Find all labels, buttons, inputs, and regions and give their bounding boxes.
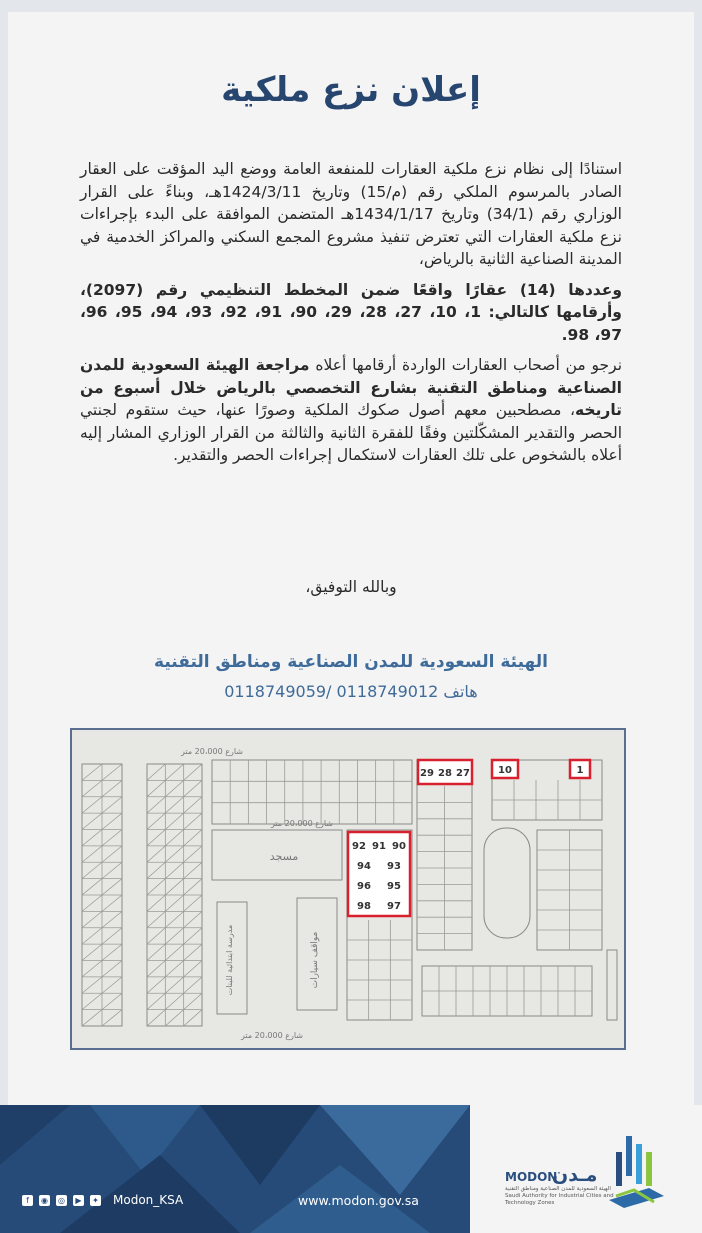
page-title: إعلان نزع ملكية	[221, 70, 481, 110]
paragraph-3-bold: مراجعة الهيئة السعودية للمدن الصناعية ومناطق التقنية بشارع التخصصي بالرياض خلال أسبوع من تاريخه	[80, 356, 622, 419]
plot-diagonal-line	[165, 830, 183, 846]
plot-diagonal-line	[102, 846, 122, 862]
plot-diagonal-line	[165, 911, 183, 927]
plot-diagonal-line	[165, 928, 183, 944]
plot-diagonal-line	[82, 961, 102, 977]
plot-97: 97	[387, 901, 401, 912]
paragraph-3	[80, 354, 622, 467]
footer-pattern	[0, 1105, 470, 1233]
website-link[interactable]: www.modon.gov.sa	[298, 1193, 419, 1208]
plot-diagonal-line	[102, 961, 122, 977]
modon-brand-ar: مـدن	[552, 1164, 598, 1186]
paragraph-3-text-a: نرجو من أصحاب العقارات الواردة أرقامها أعلاه	[309, 356, 623, 374]
plot-diagonal-line	[82, 764, 102, 780]
plot-diagonal-line	[82, 895, 102, 911]
plot-diagonal-line	[165, 764, 183, 780]
plot-diagonal-line	[82, 813, 102, 829]
plot-diagonal-line	[102, 895, 122, 911]
plot-diagonal-line	[165, 1010, 183, 1026]
plot-diagonal-line	[102, 797, 122, 813]
plot-29: 29	[420, 768, 434, 779]
plot-diagonal-line	[184, 764, 202, 780]
plot-1: 1	[576, 765, 584, 776]
phone-number: هاتف 0118749012 /0118749059	[224, 682, 478, 701]
plot-diagonal-line	[102, 944, 122, 960]
plot-diagonal-line	[82, 977, 102, 993]
plot-diagonal-line	[147, 813, 165, 829]
plot-diagonal-line	[147, 846, 165, 862]
map-mosque-label: مسجد	[269, 850, 299, 863]
announcement-body	[80, 158, 622, 475]
plot-diagonal-line	[165, 944, 183, 960]
plot-92: 92	[352, 841, 366, 852]
plot-diagonal-line	[184, 961, 202, 977]
closing-text: وبالله التوفيق،	[305, 578, 397, 596]
plot-diagonal-line	[165, 961, 183, 977]
twitter-icon[interactable]: ✦	[90, 1195, 101, 1206]
plot-95: 95	[387, 881, 401, 892]
plot-diagonal-line	[147, 961, 165, 977]
site-plan-drawing	[72, 730, 624, 1048]
plot-diagonal-line	[147, 797, 165, 813]
plot-diagonal-line	[165, 846, 183, 862]
plot-diagonal-line	[102, 977, 122, 993]
plot-diagonal-line	[82, 830, 102, 846]
plot-diagonal-line	[147, 944, 165, 960]
plot-diagonal-line	[102, 764, 122, 780]
plot-diagonal-line	[147, 879, 165, 895]
plot-10: 10	[498, 765, 512, 776]
plot-diagonal-line	[147, 764, 165, 780]
plot-diagonal-line	[147, 993, 165, 1009]
plot-28: 28	[438, 768, 452, 779]
plot-diagonal-line	[184, 928, 202, 944]
modon-brand-en: MODON	[505, 1170, 558, 1184]
plot-diagonal-line	[184, 813, 202, 829]
plot-diagonal-line	[147, 780, 165, 796]
plot-diagonal-line	[147, 977, 165, 993]
organization-name: الهيئة السعودية للمدن الصناعية ومناطق التقنية	[154, 652, 548, 672]
plot-diagonal-line	[102, 911, 122, 927]
instagram-icon[interactable]: ◎	[56, 1195, 67, 1206]
snapchat-icon[interactable]: ◉	[39, 1195, 50, 1206]
plot-diagonal-line	[102, 928, 122, 944]
map-street-top: شارع 20،000 متر	[180, 747, 244, 756]
plot-diagonal-line	[82, 1010, 102, 1026]
plot-94: 94	[357, 861, 371, 872]
plot-diagonal-line	[165, 780, 183, 796]
plot-diagonal-line	[102, 780, 122, 796]
plot-diagonal-line	[184, 879, 202, 895]
plot-27: 27	[456, 768, 470, 779]
plot-diagonal-line	[82, 944, 102, 960]
plot-diagonal-line	[165, 879, 183, 895]
plot-diagonal-line	[102, 879, 122, 895]
plot-diagonal-line	[184, 862, 202, 878]
plot-90: 90	[392, 841, 406, 852]
plot-diagonal-line	[147, 1010, 165, 1026]
plot-93: 93	[387, 861, 401, 872]
plot-diagonal-line	[82, 846, 102, 862]
plot-diagonal-line	[184, 977, 202, 993]
plot-diagonal-line	[82, 797, 102, 813]
plot-diagonal-line	[82, 911, 102, 927]
plot-diagonal-line	[165, 797, 183, 813]
site-plan-map	[70, 728, 626, 1050]
plot-diagonal-line	[184, 846, 202, 862]
plot-diagonal-line	[147, 911, 165, 927]
plot-diagonal-line	[184, 797, 202, 813]
plot-diagonal-line	[102, 993, 122, 1009]
facebook-icon[interactable]: f	[22, 1195, 33, 1206]
paragraph-3-text-b: ، مصطحبين معهم أصول صكوك الملكية وصورًا عنها، حيث ستقوم لجنتي الحصر والتقدير المشكّلتين وفقًا للفقرة الثانية والثالثة من القرار الوزاري المشار إليه أعلاه بالشخوص على تلك العقارات لاستكمال إجراءات الحصر والتقدير.	[80, 401, 622, 464]
plot-diagonal-line	[165, 993, 183, 1009]
plot-diagonal-line	[102, 1010, 122, 1026]
paragraph-2: وعددها (14) عقارًا واقعًا ضمن المخطط التنظيمي رقم (2097)، وأرقامها كالتالي: 1، 10، 27، 28، 29، 90، 91، 92، 93، 94، 95، 96، 97، 98.	[80, 280, 622, 344]
plot-diagonal-line	[184, 944, 202, 960]
plot-diagonal-line	[165, 813, 183, 829]
plot-98: 98	[357, 901, 371, 912]
plot-diagonal-line	[184, 993, 202, 1009]
plot-diagonal-line	[102, 813, 122, 829]
plot-diagonal-line	[184, 830, 202, 846]
plot-91: 91	[372, 841, 386, 852]
plot-diagonal-line	[82, 879, 102, 895]
plot-diagonal-line	[184, 1010, 202, 1026]
plot-diagonal-line	[82, 862, 102, 878]
plot-diagonal-line	[165, 977, 183, 993]
paragraph-1: استنادًا إلى نظام نزع ملكية العقارات للمنفعة العامة ووضع اليد المؤقت على العقار الصادر بالمرسوم الملكي رقم (م/15) وتاريخ 1424/3/11هـ، وبناءً على القرار الوزاري رقم (34/1) وتاريخ 1434/1/17هـ المتضمن الموافقة على البدء بإجراءات نزع ملكية العقارات التي تعترض تنفيذ مشروع المجمع السكني والمراكز الخدمية في المدينة الصناعية الثانية بالرياض،	[80, 160, 622, 268]
map-school-label: مدرسة ابتدائية للبنات	[225, 924, 234, 996]
plot-diagonal-line	[165, 862, 183, 878]
plot-diagonal-line	[184, 911, 202, 927]
map-parking-label: مواقف سيارات	[310, 931, 320, 989]
plot-diagonal-line	[184, 780, 202, 796]
plot-diagonal-line	[147, 928, 165, 944]
plot-diagonal-line	[82, 928, 102, 944]
plot-diagonal-line	[165, 895, 183, 911]
social-links	[22, 1193, 183, 1207]
plot-diagonal-line	[147, 862, 165, 878]
plot-diagonal-line	[147, 830, 165, 846]
map-street-bottom: شارع 20،000 متر	[240, 1031, 304, 1040]
plot-diagonal-line	[102, 862, 122, 878]
modon-brand-subtitle: الهيئة السعودية للمدن الصناعية ومناطق التقنية Saudi Authority for Industrial Cities and Technology Zones	[505, 1186, 614, 1206]
plot-96: 96	[357, 881, 371, 892]
youtube-icon[interactable]: ▶	[73, 1195, 84, 1206]
plot-diagonal-line	[102, 830, 122, 846]
social-handle[interactable]: Modon_KSA	[113, 1193, 184, 1207]
plot-diagonal-line	[82, 780, 102, 796]
plot-diagonal-line	[147, 895, 165, 911]
map-street-mid: شارع 20،000 متر	[270, 819, 334, 828]
plot-diagonal-line	[82, 993, 102, 1009]
plot-diagonal-line	[184, 895, 202, 911]
